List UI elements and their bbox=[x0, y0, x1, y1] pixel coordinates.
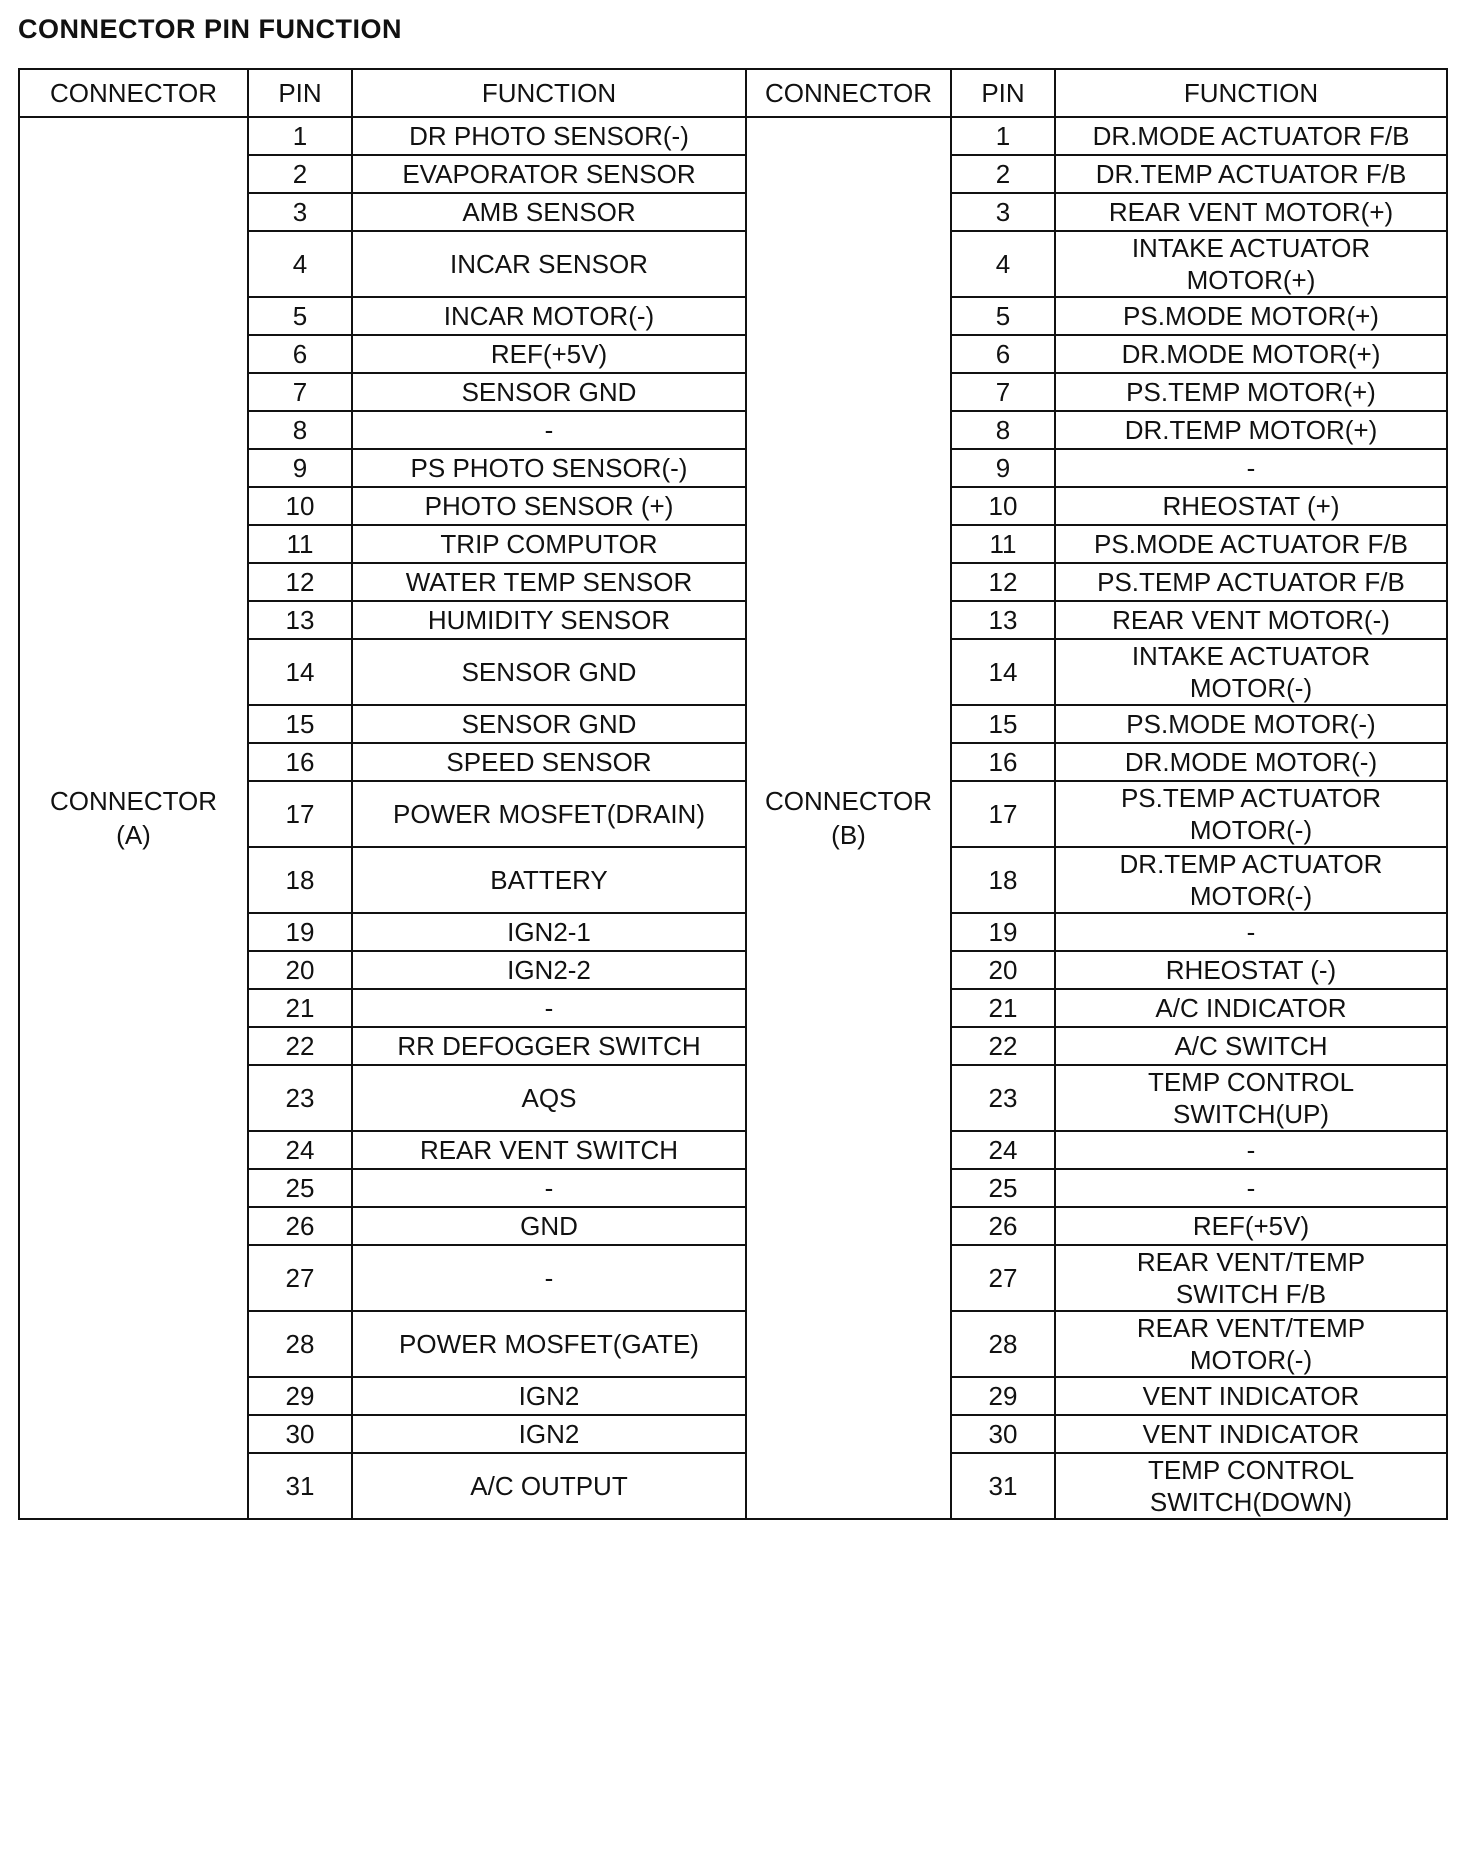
function-b: REAR VENT/TEMP SWITCH F/B bbox=[1055, 1245, 1447, 1311]
pin-a: 31 bbox=[248, 1453, 352, 1519]
pin-b: 26 bbox=[951, 1207, 1055, 1245]
pin-a: 19 bbox=[248, 913, 352, 951]
pin-b: 22 bbox=[951, 1027, 1055, 1065]
header-pin-a: PIN bbox=[248, 69, 352, 117]
pin-a: 7 bbox=[248, 373, 352, 411]
pin-a: 28 bbox=[248, 1311, 352, 1377]
function-a: PS PHOTO SENSOR(-) bbox=[352, 449, 746, 487]
pin-a: 15 bbox=[248, 705, 352, 743]
function-a: - bbox=[352, 411, 746, 449]
function-b: A/C SWITCH bbox=[1055, 1027, 1447, 1065]
function-b: REF(+5V) bbox=[1055, 1207, 1447, 1245]
function-b: PS.MODE ACTUATOR F/B bbox=[1055, 525, 1447, 563]
pin-a: 6 bbox=[248, 335, 352, 373]
pin-a: 22 bbox=[248, 1027, 352, 1065]
header-row bbox=[19, 69, 1447, 117]
function-b: VENT INDICATOR bbox=[1055, 1415, 1447, 1453]
function-b: TEMP CONTROL SWITCH(UP) bbox=[1055, 1065, 1447, 1131]
pin-b: 10 bbox=[951, 487, 1055, 525]
function-a: INCAR MOTOR(-) bbox=[352, 297, 746, 335]
pin-b: 2 bbox=[951, 155, 1055, 193]
function-a: REAR VENT SWITCH bbox=[352, 1131, 746, 1169]
pin-b: 6 bbox=[951, 335, 1055, 373]
connector-pin-table bbox=[18, 68, 1448, 1520]
function-b: - bbox=[1055, 1131, 1447, 1169]
function-a: TRIP COMPUTOR bbox=[352, 525, 746, 563]
pin-b: 9 bbox=[951, 449, 1055, 487]
function-a: AQS bbox=[352, 1065, 746, 1131]
header-connector-a: CONNECTOR bbox=[19, 69, 248, 117]
function-a: IGN2-1 bbox=[352, 913, 746, 951]
pin-a: 10 bbox=[248, 487, 352, 525]
pin-a: 26 bbox=[248, 1207, 352, 1245]
connector-b-label-line1: CONNECTOR bbox=[764, 786, 933, 816]
function-a: INCAR SENSOR bbox=[352, 231, 746, 297]
connector-a-label-line1: CONNECTOR bbox=[49, 786, 218, 816]
connector-a-label bbox=[19, 117, 248, 1519]
pin-a: 5 bbox=[248, 297, 352, 335]
function-b: RHEOSTAT (+) bbox=[1055, 487, 1447, 525]
function-b: VENT INDICATOR bbox=[1055, 1377, 1447, 1415]
pin-b: 28 bbox=[951, 1311, 1055, 1377]
pin-b: 13 bbox=[951, 601, 1055, 639]
pin-a: 12 bbox=[248, 563, 352, 601]
function-b: DR.TEMP MOTOR(+) bbox=[1055, 411, 1447, 449]
function-b: DR.MODE MOTOR(+) bbox=[1055, 335, 1447, 373]
pin-b: 18 bbox=[951, 847, 1055, 913]
pin-b: 4 bbox=[951, 231, 1055, 297]
pin-a: 11 bbox=[248, 525, 352, 563]
function-a: SENSOR GND bbox=[352, 639, 746, 705]
pin-b: 24 bbox=[951, 1131, 1055, 1169]
pin-b: 23 bbox=[951, 1065, 1055, 1131]
function-a: SENSOR GND bbox=[352, 705, 746, 743]
function-b: PS.MODE MOTOR(-) bbox=[1055, 705, 1447, 743]
pin-b: 21 bbox=[951, 989, 1055, 1027]
function-a: SENSOR GND bbox=[352, 373, 746, 411]
pin-b: 17 bbox=[951, 781, 1055, 847]
pin-a: 23 bbox=[248, 1065, 352, 1131]
pin-b: 31 bbox=[951, 1453, 1055, 1519]
header-connector-b: CONNECTOR bbox=[746, 69, 951, 117]
function-a: RR DEFOGGER SWITCH bbox=[352, 1027, 746, 1065]
function-b: DR.MODE ACTUATOR F/B bbox=[1055, 117, 1447, 155]
pin-b: 27 bbox=[951, 1245, 1055, 1311]
function-b: REAR VENT/TEMP MOTOR(-) bbox=[1055, 1311, 1447, 1377]
pin-a: 17 bbox=[248, 781, 352, 847]
pin-a: 20 bbox=[248, 951, 352, 989]
pin-a: 29 bbox=[248, 1377, 352, 1415]
pin-a: 4 bbox=[248, 231, 352, 297]
function-b: - bbox=[1055, 913, 1447, 951]
pin-b: 3 bbox=[951, 193, 1055, 231]
pin-b: 20 bbox=[951, 951, 1055, 989]
function-a: - bbox=[352, 989, 746, 1027]
connector-a-label-line2: (A) bbox=[116, 820, 151, 850]
pin-b: 11 bbox=[951, 525, 1055, 563]
function-b: REAR VENT MOTOR(-) bbox=[1055, 601, 1447, 639]
pin-a: 30 bbox=[248, 1415, 352, 1453]
function-a: AMB SENSOR bbox=[352, 193, 746, 231]
pin-a: 13 bbox=[248, 601, 352, 639]
function-a: WATER TEMP SENSOR bbox=[352, 563, 746, 601]
pin-a: 24 bbox=[248, 1131, 352, 1169]
function-a: SPEED SENSOR bbox=[352, 743, 746, 781]
function-b: PS.MODE MOTOR(+) bbox=[1055, 297, 1447, 335]
function-a: BATTERY bbox=[352, 847, 746, 913]
function-a: EVAPORATOR SENSOR bbox=[352, 155, 746, 193]
pin-a: 3 bbox=[248, 193, 352, 231]
function-b: INTAKE ACTUATOR MOTOR(-) bbox=[1055, 639, 1447, 705]
function-b: - bbox=[1055, 449, 1447, 487]
function-a: REF(+5V) bbox=[352, 335, 746, 373]
pin-a: 8 bbox=[248, 411, 352, 449]
pin-b: 1 bbox=[951, 117, 1055, 155]
function-a: POWER MOSFET(GATE) bbox=[352, 1311, 746, 1377]
function-b: PS.TEMP ACTUATOR F/B bbox=[1055, 563, 1447, 601]
pin-a: 14 bbox=[248, 639, 352, 705]
function-b: DR.TEMP ACTUATOR F/B bbox=[1055, 155, 1447, 193]
pin-a: 9 bbox=[248, 449, 352, 487]
header-function-a: FUNCTION bbox=[352, 69, 746, 117]
function-b: PS.TEMP ACTUATOR MOTOR(-) bbox=[1055, 781, 1447, 847]
function-b: INTAKE ACTUATOR MOTOR(+) bbox=[1055, 231, 1447, 297]
function-a: - bbox=[352, 1245, 746, 1311]
pin-b: 25 bbox=[951, 1169, 1055, 1207]
function-a: PHOTO SENSOR (+) bbox=[352, 487, 746, 525]
function-b: - bbox=[1055, 1169, 1447, 1207]
function-b: DR.TEMP ACTUATOR MOTOR(-) bbox=[1055, 847, 1447, 913]
pin-b: 7 bbox=[951, 373, 1055, 411]
function-a: A/C OUTPUT bbox=[352, 1453, 746, 1519]
pin-a: 18 bbox=[248, 847, 352, 913]
pin-a: 16 bbox=[248, 743, 352, 781]
pin-a: 1 bbox=[248, 117, 352, 155]
function-a: IGN2-2 bbox=[352, 951, 746, 989]
pin-b: 30 bbox=[951, 1415, 1055, 1453]
pin-a: 27 bbox=[248, 1245, 352, 1311]
function-a: HUMIDITY SENSOR bbox=[352, 601, 746, 639]
function-a: DR PHOTO SENSOR(-) bbox=[352, 117, 746, 155]
function-b: RHEOSTAT (-) bbox=[1055, 951, 1447, 989]
pin-b: 12 bbox=[951, 563, 1055, 601]
pin-a: 21 bbox=[248, 989, 352, 1027]
function-b: PS.TEMP MOTOR(+) bbox=[1055, 373, 1447, 411]
pin-b: 16 bbox=[951, 743, 1055, 781]
pin-b: 15 bbox=[951, 705, 1055, 743]
function-b: A/C INDICATOR bbox=[1055, 989, 1447, 1027]
function-a: GND bbox=[352, 1207, 746, 1245]
connector-b-label-line2: (B) bbox=[831, 820, 866, 850]
function-a: POWER MOSFET(DRAIN) bbox=[352, 781, 746, 847]
function-b: REAR VENT MOTOR(+) bbox=[1055, 193, 1447, 231]
pin-b: 8 bbox=[951, 411, 1055, 449]
connector-b-label bbox=[746, 117, 951, 1519]
pin-b: 5 bbox=[951, 297, 1055, 335]
function-b: TEMP CONTROL SWITCH(DOWN) bbox=[1055, 1453, 1447, 1519]
pin-b: 29 bbox=[951, 1377, 1055, 1415]
function-a: IGN2 bbox=[352, 1377, 746, 1415]
table-row bbox=[19, 117, 1447, 155]
pin-b: 19 bbox=[951, 913, 1055, 951]
pin-a: 2 bbox=[248, 155, 352, 193]
page-title: CONNECTOR PIN FUNCTION bbox=[18, 14, 403, 44]
function-a: IGN2 bbox=[352, 1415, 746, 1453]
pin-b: 14 bbox=[951, 639, 1055, 705]
pin-a: 25 bbox=[248, 1169, 352, 1207]
header-pin-b: PIN bbox=[951, 69, 1055, 117]
function-a: - bbox=[352, 1169, 746, 1207]
function-b: DR.MODE MOTOR(-) bbox=[1055, 743, 1447, 781]
header-function-b: FUNCTION bbox=[1055, 69, 1447, 117]
